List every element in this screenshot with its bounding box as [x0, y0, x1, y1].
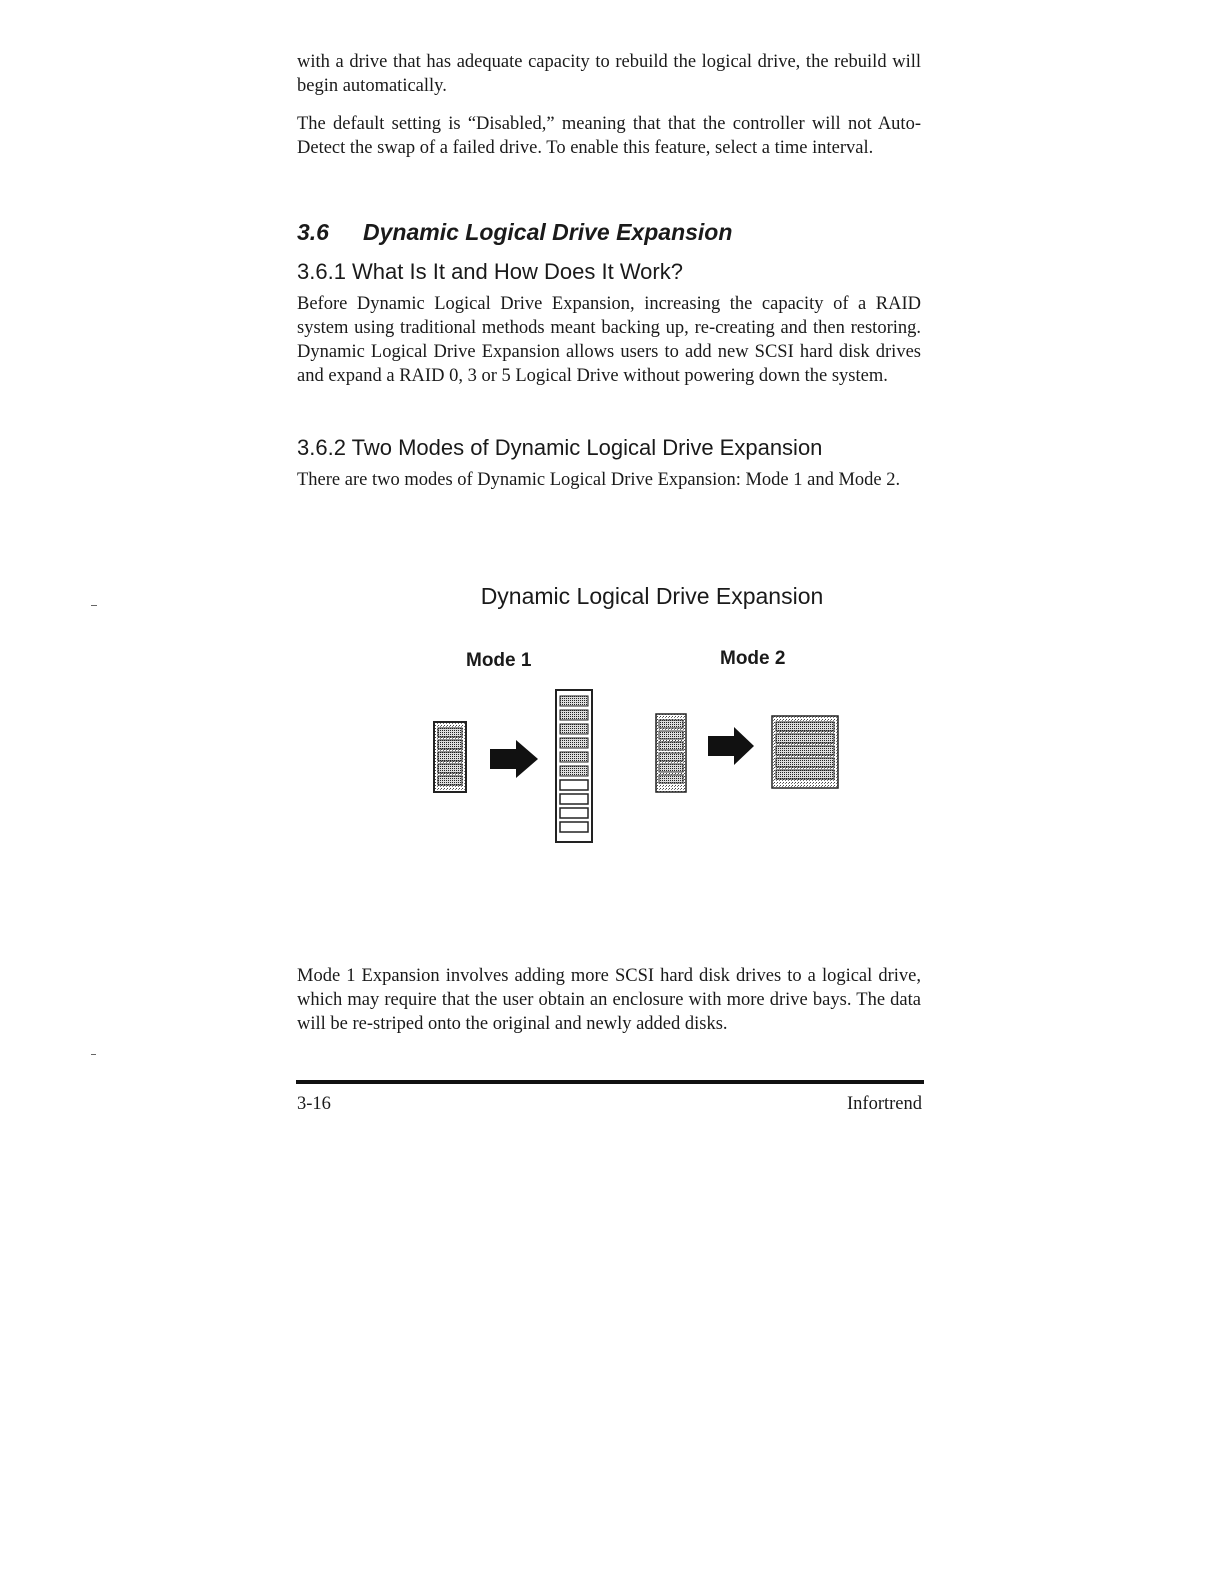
- mode1-original-array-icon: [434, 722, 466, 792]
- paragraph-rebuild: with a drive that has adequate capacity to rebuild the logical drive, the rebuild will begin automatically.: [297, 52, 921, 96]
- footer-brand: Infortrend: [847, 1094, 922, 1114]
- paragraph-what-is-it: Before Dynamic Logical Drive Expansion, increasing the capacity of a RAID system using traditional methods meant backing up, re-creating and then restoring. Dynamic Logical Drive Expansion allows users to add new SCSI hard disk drives and expand a RAID 0, 3 or 5 Logical Drive without powering down the system.: [297, 294, 921, 386]
- mode-1-label: Mode 1: [466, 650, 532, 671]
- section-heading: [297, 217, 732, 247]
- mode1-expanded-array-icon: [556, 690, 592, 842]
- mode2-original-array-icon: [656, 714, 686, 792]
- page-number: 3-16: [297, 1094, 331, 1114]
- mode-2-label: Mode 2: [720, 648, 786, 669]
- subsection-heading-3-6-2: 3.6.2 Two Modes of Dynamic Logical Drive Expansion: [297, 435, 823, 460]
- section-number: 3.6: [297, 219, 329, 245]
- figure-title: Dynamic Logical Drive Expansion: [480, 583, 824, 609]
- paragraph-default-setting: The default setting is “Disabled,” meaning that that the controller will not Auto-Detect the swap of a failed drive. To enable this feature, select a time interval.: [297, 114, 921, 158]
- paragraph-mode1-description: Mode 1 Expansion involves adding more SCSI hard disk drives to a logical drive, which may require that the user obtain an enclosure with more drive bays. The data will be re-striped onto the original and newly added disks.: [297, 966, 921, 1034]
- mode1-arrow-icon: [490, 740, 538, 778]
- paragraph-two-modes: There are two modes of Dynamic Logical Drive Expansion: Mode 1 and Mode 2.: [297, 470, 901, 490]
- scan-speck: [91, 605, 97, 606]
- scan-speck: [91, 1054, 96, 1055]
- section-title: Dynamic Logical Drive Expansion: [363, 219, 733, 245]
- footer-rule: [296, 1080, 924, 1084]
- expansion-diagram: [420, 680, 880, 860]
- mode2-arrow-icon: [708, 727, 754, 765]
- subsection-heading-3-6-1: 3.6.1 What Is It and How Does It Work?: [297, 259, 683, 284]
- mode2-expanded-array-icon: [772, 716, 838, 788]
